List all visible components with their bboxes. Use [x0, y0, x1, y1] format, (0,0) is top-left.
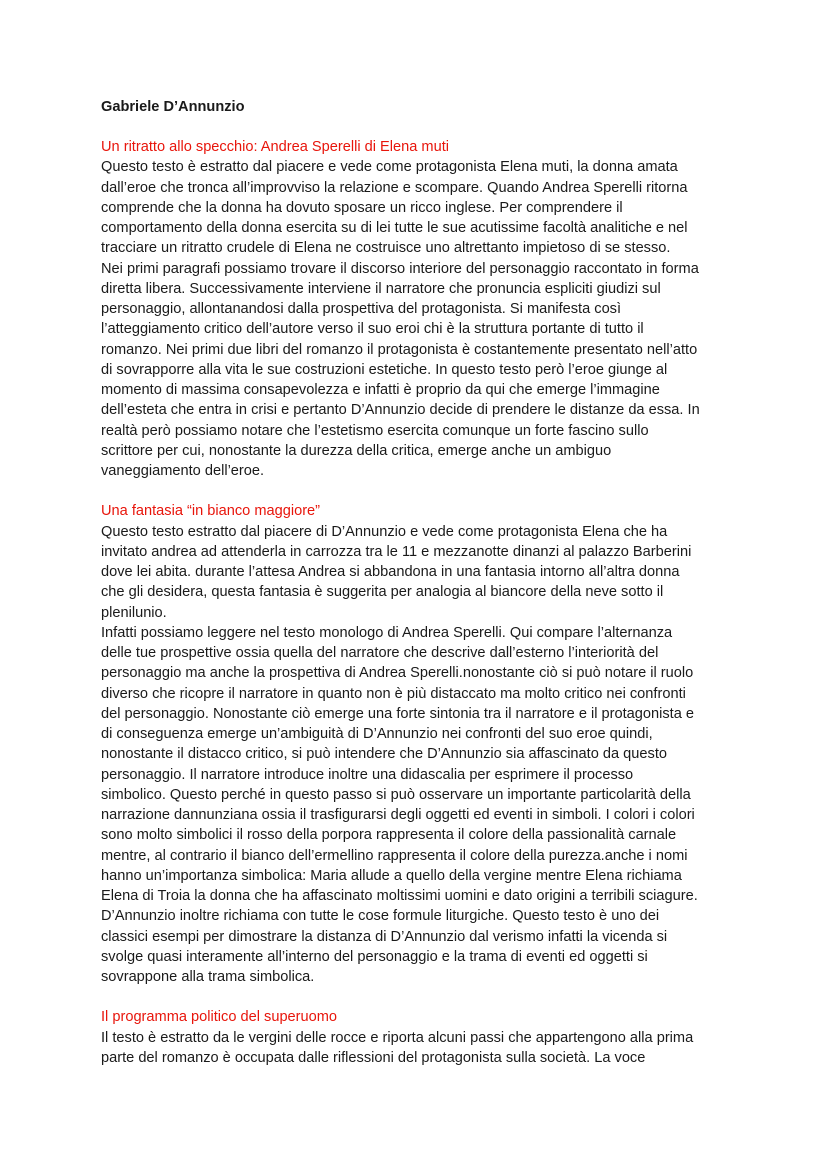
- text-line: scrittore per cui, nonostante la durezza della critica, emerge anche un ambiguo: [101, 442, 612, 459]
- text-line: sono molto simbolici il rosso della porpora rappresenta il colore della passionalità carnale: [101, 827, 677, 844]
- text-line: romanzo. Nei primi due libri del romanzo il protagonista è costantemente presentato nell’atto: [101, 341, 698, 358]
- text-line: personaggio ma anche la prospettiva di Andrea Sperelli.nonostante ciò si può notare il ruolo: [101, 665, 694, 682]
- text-line: classici esempi per dimostrare la distanza di D’Annunzio dal verismo infatti la vicenda si: [101, 928, 668, 945]
- text-line: Elena di Troia la donna che ha affascinato moltissimi uomini e dato origini a terribili sciagure.: [101, 888, 698, 904]
- text-line: momento di massima consapevolezza e infatti è proprio da qui che emerge l’immagine: [101, 382, 660, 398]
- text-line: narrazione dannunziana ossia il trasfigurarsi degli oggetti ed eventi in simboli. I colori i colori: [101, 807, 695, 823]
- section: [101, 501, 741, 987]
- text-line: Questo testo estratto dal piacere di D’Annunzio e vede come protagonista Elena che ha: [101, 523, 668, 540]
- text-line: dove lei abita. durante l’attesa Andrea si abbandona in una fantasia intorno all’altra donna: [101, 564, 680, 580]
- text-line: diverso che ricopre il narratore in quanto non è più distaccato ma molto critico nei confronti: [101, 685, 686, 702]
- text-line: D’Annunzio inoltre richiama con tutte le cose formule liturgiche. Questo testo è uno dei: [101, 908, 660, 925]
- paragraph: [101, 1028, 741, 1069]
- section-heading: Un ritratto allo specchio: Andrea Sperelli di Elena muti: [101, 139, 449, 155]
- sections-container: [101, 137, 741, 1068]
- text-line: dall’eroe che tronca all’improvviso la relazione e scompare. Quando Andrea Sperelli ritorna: [101, 179, 688, 196]
- section-heading: Il programma politico del superuomo: [101, 1009, 338, 1026]
- section: [101, 137, 741, 481]
- text-line: invitato andrea ad attenderla in carrozza tra le 11 e mezzanotte dinanzi al palazzo Barberini: [101, 543, 692, 560]
- paragraph: [101, 157, 741, 258]
- section-heading: Una fantasia “in bianco maggiore”: [101, 503, 321, 520]
- text-line: dell’esteta che entra in crisi e pertanto D’Annunzio decide di prendere le distanze da essa. In: [101, 402, 700, 419]
- text-line: diretta libera. Successivamente interviene il narratore che pronuncia espliciti giudizi sul: [101, 280, 661, 297]
- text-line: svolge quasi interamente all’interno del personaggio e la trama di eventi ed oggetti si: [101, 948, 648, 965]
- text-line: Nei primi paragrafi possiamo trovare il discorso interiore del personaggio raccontato in forma: [101, 260, 699, 277]
- text-line: plenilunio.: [101, 604, 167, 621]
- text-line: personaggio, allontanandosi dalla prospettiva del protagonista. Si manifesta così: [101, 301, 622, 317]
- text-line: del personaggio. Nonostante ciò emerge una forte sintonia tra il narratore e il protagonista e: [101, 705, 695, 722]
- text-line: l’atteggiamento critico dell’autore verso il suo eroi chi è la struttura portante di tutto il: [101, 321, 644, 338]
- text-line: vaneggiamento dell’eroe.: [101, 463, 265, 479]
- text-line: di conseguenza emerge un’ambiguità di D’Annunzio nei confronti del suo eroe quindi,: [101, 726, 653, 742]
- paragraph: [101, 259, 741, 482]
- text-line: parte del romanzo è occupata dalle riflessioni del protagonista sulla società. La voce: [101, 1049, 646, 1066]
- text-line: delle tue prospettive ossia quella del narratore che descrive dall’esterno l’interiorità del: [101, 645, 659, 661]
- text-line: Il testo è estratto da le vergini delle rocce e riporta alcuni passi che appartengono alla prima: [101, 1029, 694, 1046]
- text-line: che gli desidera, questa fantasia è suggerita per analogia al biancore della neve sotto il: [101, 584, 664, 601]
- document-body: [101, 97, 741, 1088]
- text-line: Infatti possiamo leggere nel testo monologo di Andrea Sperelli. Qui compare l’alternanza: [101, 624, 673, 641]
- paragraph: [101, 522, 741, 623]
- text-line: sovrappone alla trama simbolica.: [101, 969, 315, 985]
- text-line: Questo testo è estratto dal piacere e vede come protagonista Elena muti, la donna amata: [101, 159, 678, 176]
- paragraph: [101, 623, 741, 988]
- text-line: hanno un’importanza simbolica: Maria allude a quello della vergine mentre Elena richiama: [101, 867, 682, 884]
- section: [101, 1007, 741, 1068]
- document-title: Gabriele D’Annunzio: [101, 99, 245, 115]
- text-line: nonostante il distacco critico, si può intendere che D’Annunzio sia affascinato da questo: [101, 746, 667, 763]
- text-line: comprende che la donna ha dovuto sposare un ricco inglese. Per comprendere il: [101, 199, 623, 216]
- text-line: mentre, al contrario il bianco dell’ermellino rappresenta il colore della purezza.anche i nomi: [101, 847, 688, 864]
- text-line: realtà però possiamo notare che l’estetismo esercita comunque un forte fascino sullo: [101, 422, 649, 439]
- text-line: di sovrapporre alla vita le sue costruzioni estetiche. In questo testo però l’eroe giunge al: [101, 361, 668, 378]
- text-line: personaggio. Il narratore introduce inoltre una didascalia per esprimere il processo: [101, 766, 634, 783]
- text-line: tracciare un ritratto crudele di Elena ne costruisce uno altrettanto impietoso di se stesso.: [101, 240, 671, 257]
- text-line: simbolico. Questo perché in questo passo si può osservare un importante particolarità della: [101, 786, 691, 803]
- text-line: comportamento della donna esercita su di lei tutte le sue acutissime facoltà analitiche e nel: [101, 220, 688, 236]
